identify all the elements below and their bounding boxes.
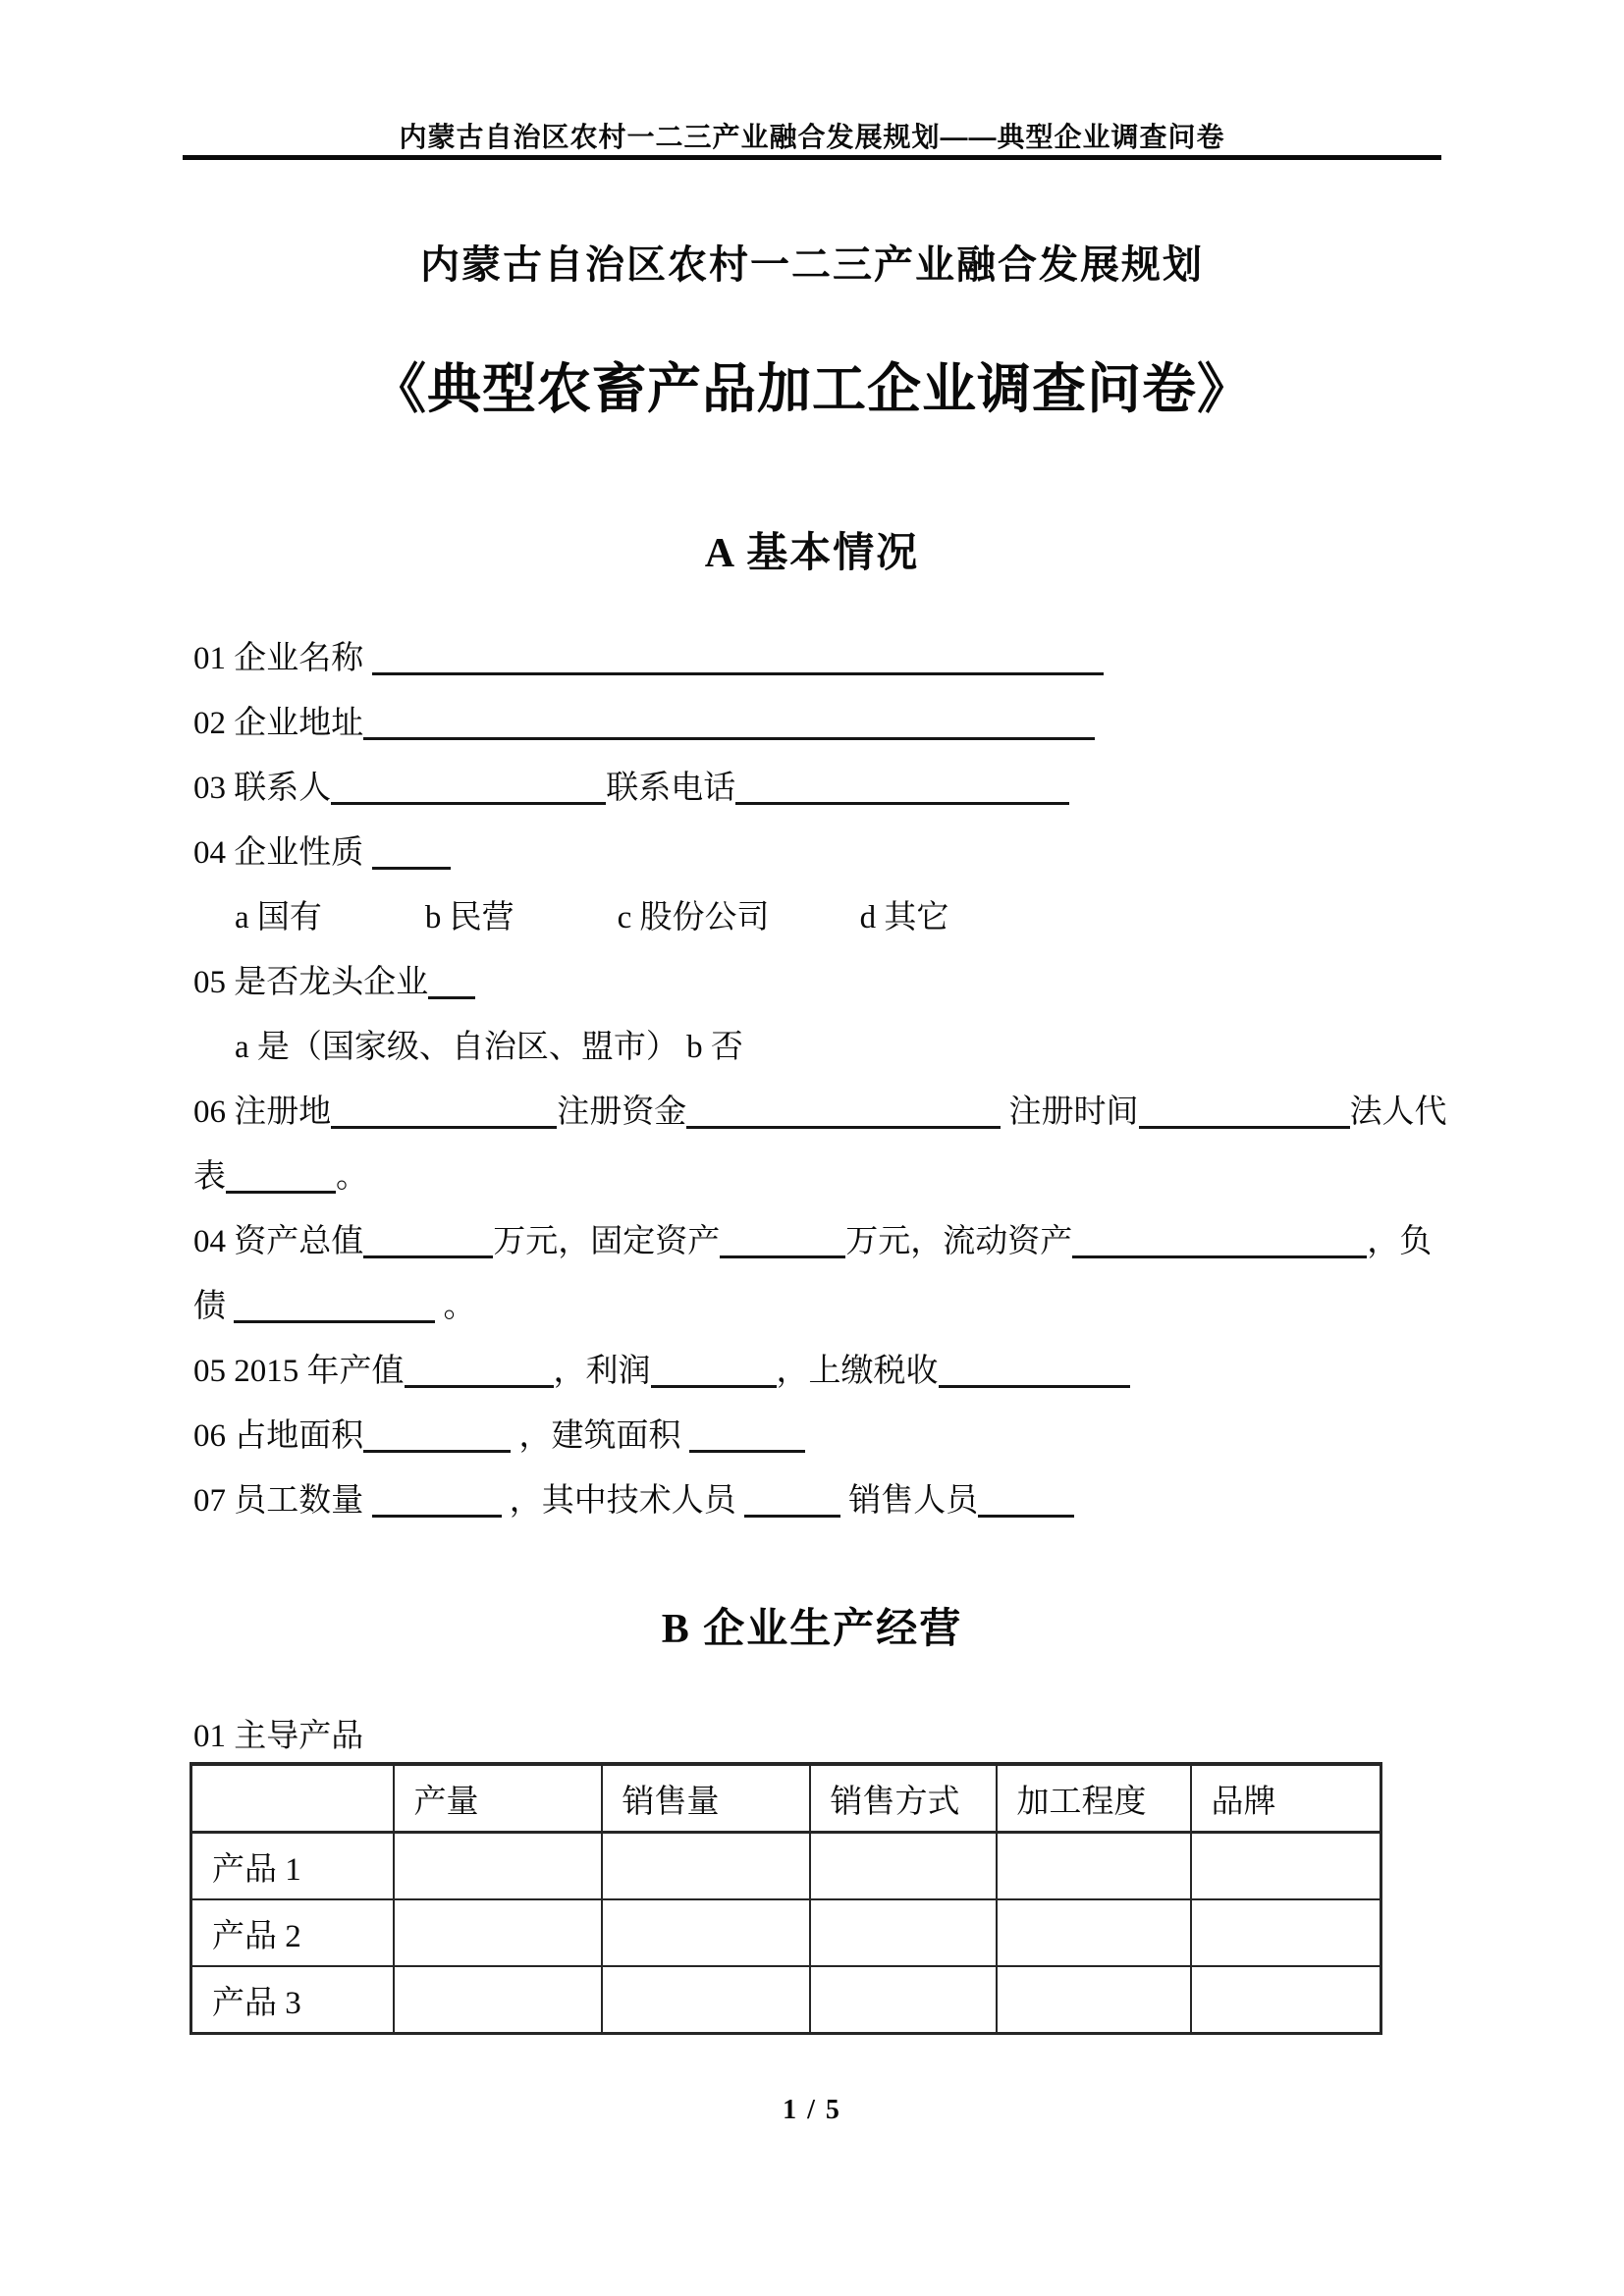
form-line-text: 04 资产总值: [193, 1224, 364, 1259]
form-line: [193, 1468, 1496, 1533]
spacer: [770, 926, 860, 928]
form-line-text: a 国有: [235, 900, 322, 935]
spacer: [193, 926, 235, 928]
table-row: [191, 1833, 1381, 1900]
blank-field: [372, 663, 1104, 675]
form-line: [193, 1404, 1496, 1468]
empty-cell: [997, 1899, 1191, 1966]
form-line-text: ，利润: [553, 1354, 651, 1389]
form-line-text: ，其中技术人员: [501, 1483, 744, 1519]
form-line-text: d 其它: [859, 900, 949, 935]
form-line-text: ，上缴税收: [776, 1354, 939, 1389]
blank-field: [720, 1246, 845, 1258]
form-line: [193, 1015, 1496, 1080]
form-line-text: 05 2015 年产值: [193, 1354, 405, 1389]
blank-field: [331, 792, 606, 805]
form-line-text: 销售人员: [840, 1483, 979, 1519]
spacer: [322, 926, 425, 928]
blank-field: [363, 727, 1095, 740]
form-line-text: 01 企业名称: [193, 641, 372, 676]
table-row: [191, 1966, 1381, 2034]
blank-field: [744, 1505, 840, 1518]
document-subtitle: 《典型农畜产品加工企业调查问卷》: [371, 358, 1252, 419]
column-header: 品牌: [1191, 1764, 1381, 1833]
form-line-text: 法人代: [1349, 1095, 1447, 1130]
form-line-text: 注册时间: [1001, 1095, 1139, 1130]
form-line-text: 表: [193, 1159, 226, 1195]
form-line-text: ，负: [1367, 1224, 1433, 1259]
empty-cell: [810, 1899, 997, 1966]
form-line: [193, 950, 1496, 1015]
section-a-heading: A 基本情况: [704, 531, 920, 576]
empty-cell: [394, 1833, 602, 1900]
row-label-cell: 产品 1: [191, 1833, 394, 1900]
section-a-form: [193, 626, 1496, 1533]
form-line: [193, 1274, 1496, 1339]
blank-field: [428, 987, 475, 999]
empty-cell: [602, 1966, 810, 2034]
empty-cell: [394, 1966, 602, 2034]
blank-field: [331, 1116, 557, 1129]
form-line-text: 万元，流动资产: [845, 1224, 1073, 1259]
form-line: [193, 1080, 1496, 1145]
form-line-text: 04 企业性质: [193, 835, 372, 871]
empty-cell: [810, 1966, 997, 2034]
form-line: [193, 626, 1496, 691]
column-header: 加工程度: [997, 1764, 1191, 1833]
empty-cell: [997, 1833, 1191, 1900]
empty-cell: [810, 1833, 997, 1900]
form-line-text: b 民营: [424, 900, 514, 935]
blank-field: [363, 1246, 493, 1258]
form-line-text: 联系电话: [606, 771, 736, 806]
document-title: 内蒙古自治区农村一二三产业融合发展规划: [420, 243, 1204, 287]
form-line: [193, 885, 1496, 950]
blank-field: [1072, 1246, 1367, 1258]
form-line-text: 06 占地面积: [193, 1418, 364, 1454]
form-line-text: c 股份公司: [617, 900, 770, 935]
blank-field: [372, 1505, 502, 1518]
empty-cell: [1191, 1899, 1381, 1966]
form-line-text: 债: [193, 1289, 235, 1324]
table-header-row: [191, 1764, 1381, 1833]
page-number: 1 / 5: [783, 2095, 841, 2125]
empty-cell: [394, 1899, 602, 1966]
blank-field: [1139, 1116, 1350, 1129]
blank-field: [735, 792, 1069, 805]
blank-field: [686, 1116, 1001, 1129]
empty-cell: [1191, 1833, 1381, 1900]
form-line: [193, 1339, 1496, 1404]
form-line: [193, 821, 1496, 885]
empty-cell: [602, 1899, 810, 1966]
form-line-text: 03 联系人: [193, 771, 332, 806]
header-divider: [183, 155, 1441, 160]
empty-cell: [997, 1966, 1191, 2034]
column-header: 销售方式: [810, 1764, 997, 1833]
form-line-text: 注册资金: [557, 1095, 687, 1130]
form-line-text: 万元，固定资产: [493, 1224, 721, 1259]
table-row: [191, 1899, 1381, 1966]
blank-field: [226, 1181, 336, 1194]
spacer: [193, 1055, 235, 1057]
blank-field: [234, 1310, 435, 1323]
corner-cell: [191, 1764, 394, 1833]
column-header: 销售量: [602, 1764, 810, 1833]
form-line-text: 06 注册地: [193, 1095, 332, 1130]
form-line-text: ，建筑面积: [511, 1418, 689, 1454]
blank-field: [405, 1375, 554, 1388]
form-line: [193, 1209, 1496, 1274]
form-line-text: 。: [336, 1159, 368, 1195]
empty-cell: [1191, 1966, 1381, 2034]
blank-field: [372, 857, 451, 870]
form-line: [193, 691, 1496, 756]
running-head-title: 内蒙古自治区农村一二三产业融合发展规划——典型企业调查问卷: [399, 122, 1225, 152]
row-label-cell: 产品 3: [191, 1966, 394, 2034]
form-line-text: 05 是否龙头企业: [193, 965, 429, 1000]
blank-field: [689, 1440, 805, 1453]
column-header: 产量: [394, 1764, 602, 1833]
spacer: [514, 926, 618, 928]
form-line-text: 02 企业地址: [193, 706, 364, 741]
blank-field: [939, 1375, 1130, 1388]
form-line-text: 。: [435, 1289, 476, 1324]
blank-field: [651, 1375, 777, 1388]
blank-field: [363, 1440, 511, 1453]
form-line: [193, 1145, 1496, 1209]
section-b-heading: B 企业生产经营: [661, 1607, 963, 1652]
empty-cell: [602, 1833, 810, 1900]
row-label-cell: 产品 2: [191, 1899, 394, 1966]
form-line-text: 07 员工数量: [193, 1483, 372, 1519]
main-products-label: 01 主导产品: [193, 1719, 364, 1754]
main-products-table: [189, 1762, 1382, 2035]
blank-field: [978, 1505, 1074, 1518]
form-line: [193, 756, 1496, 821]
form-line-text: a 是（国家级、自治区、盟市） b 否: [235, 1030, 743, 1065]
